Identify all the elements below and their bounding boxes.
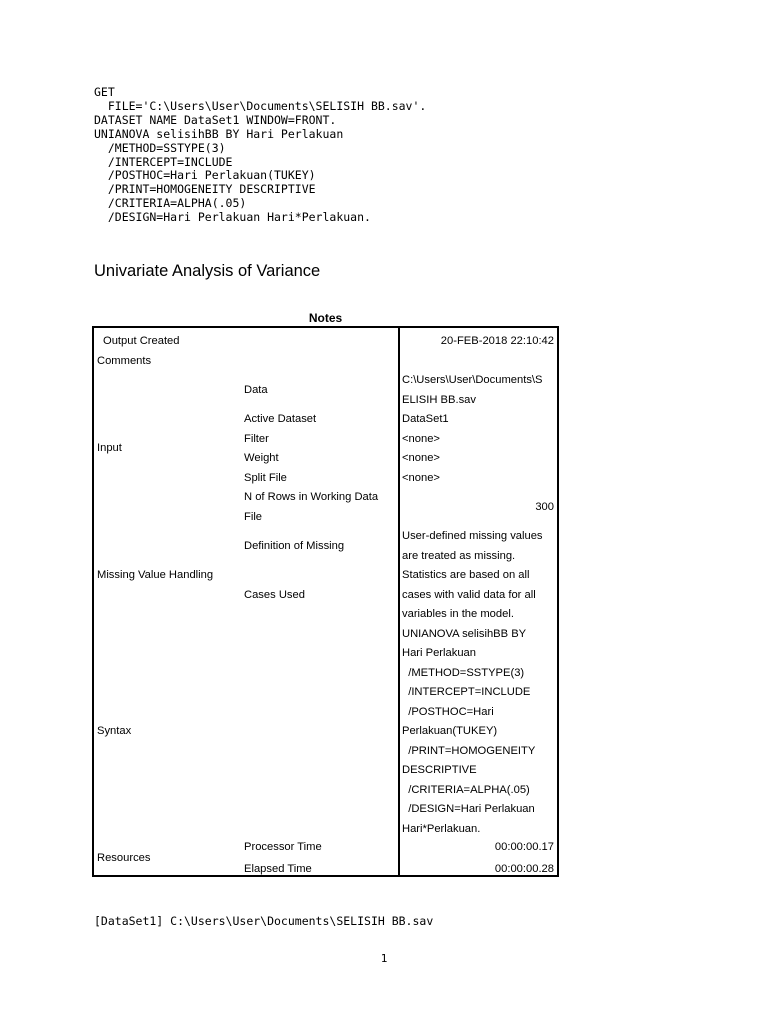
syntax-value-line: Hari Perlakuan — [402, 647, 476, 659]
missing-value-handling-label: Missing Value Handling — [97, 569, 214, 581]
table-caption: Notes — [308, 311, 343, 325]
syntax-value-line: /CRITERIA=ALPHA(.05) — [402, 784, 530, 796]
syntax-line: /POSTHOC=Hari Perlakuan(TUKEY) — [94, 168, 316, 183]
syntax-value-line: Perlakuan(TUKEY) — [402, 725, 498, 737]
elapsed-time-value: 00:00:00.28 — [494, 863, 554, 875]
filter-label: Filter — [244, 433, 269, 445]
n-rows-value: 300 — [535, 501, 554, 513]
syntax-value-line: /METHOD=SSTYPE(3) — [402, 667, 525, 679]
syntax-label: Syntax — [97, 725, 132, 737]
data-label: Data — [244, 384, 268, 396]
dataset-footer: [DataSet1] C:\Users\User\Documents\SELISIH BB.sav — [94, 914, 434, 928]
syntax-value-line: /PRINT=HOMOGENEITY — [402, 745, 536, 757]
column-divider — [398, 328, 400, 875]
comments-label: Comments — [97, 355, 152, 367]
syntax-block — [94, 86, 426, 225]
def-missing-value-line: are treated as missing. — [402, 550, 516, 562]
syntax-line: /METHOD=SSTYPE(3) — [94, 140, 226, 155]
syntax-line: /DESIGN=Hari Perlakuan Hari*Perlakuan. — [94, 210, 371, 225]
weight-label: Weight — [244, 452, 279, 464]
filter-value: <none> — [402, 433, 440, 445]
syntax-line: UNIANOVA selisihBB BY Hari Perlakuan — [94, 126, 344, 141]
syntax-line: /INTERCEPT=INCLUDE — [94, 154, 233, 169]
page-number: 1 — [380, 952, 388, 965]
processor-time-label: Processor Time — [244, 841, 322, 853]
cases-used-value-line: cases with valid data for all — [402, 589, 536, 601]
weight-value: <none> — [402, 452, 440, 464]
syntax-line: /CRITERIA=ALPHA(.05) — [94, 196, 247, 211]
section-heading: Univariate Analysis of Variance — [94, 262, 321, 280]
syntax-line: FILE='C:\Users\User\Documents\SELISIH BB.sav'. — [94, 98, 427, 113]
output-created-label: Output Created — [103, 335, 180, 347]
resources-label: Resources — [97, 852, 151, 864]
split-file-label: Split File — [244, 472, 287, 484]
syntax-value-line: /DESIGN=Hari Perlakuan — [402, 803, 535, 815]
cases-used-label: Cases Used — [244, 589, 305, 601]
syntax-value-line: DESCRIPTIVE — [402, 764, 477, 776]
syntax-value-line: /INTERCEPT=INCLUDE — [402, 686, 531, 698]
cases-used-value-line: variables in the model. — [402, 608, 514, 620]
active-dataset-value: DataSet1 — [402, 413, 449, 425]
syntax-value-line: Hari*Perlakuan. — [402, 823, 481, 835]
def-missing-value-line: User-defined missing values — [402, 530, 543, 542]
output-created-value: 20-FEB-2018 22:10:42 — [440, 335, 554, 347]
notes-table — [92, 326, 559, 877]
syntax-line: GET — [94, 85, 115, 99]
active-dataset-label: Active Dataset — [244, 413, 317, 425]
split-file-value: <none> — [402, 472, 440, 484]
processor-time-value: 00:00:00.17 — [494, 841, 554, 853]
syntax-line: DATASET NAME DataSet1 WINDOW=FRONT. — [94, 112, 337, 127]
syntax-value-line: UNIANOVA selisihBB BY — [402, 628, 527, 640]
cases-used-value-line: Statistics are based on all — [402, 569, 530, 581]
def-missing-label: Definition of Missing — [244, 540, 345, 552]
elapsed-time-label: Elapsed Time — [244, 863, 312, 875]
input-label: Input — [97, 442, 122, 454]
n-rows-label-line: N of Rows in Working Data — [244, 491, 379, 503]
data-value-line: ELISIH BB.sav — [402, 394, 476, 406]
syntax-value-line: /POSTHOC=Hari — [402, 706, 494, 718]
data-value-line: C:\Users\User\Documents\S — [402, 374, 543, 386]
syntax-line: /PRINT=HOMOGENEITY DESCRIPTIVE — [94, 182, 316, 197]
n-rows-label-line: File — [244, 511, 263, 523]
